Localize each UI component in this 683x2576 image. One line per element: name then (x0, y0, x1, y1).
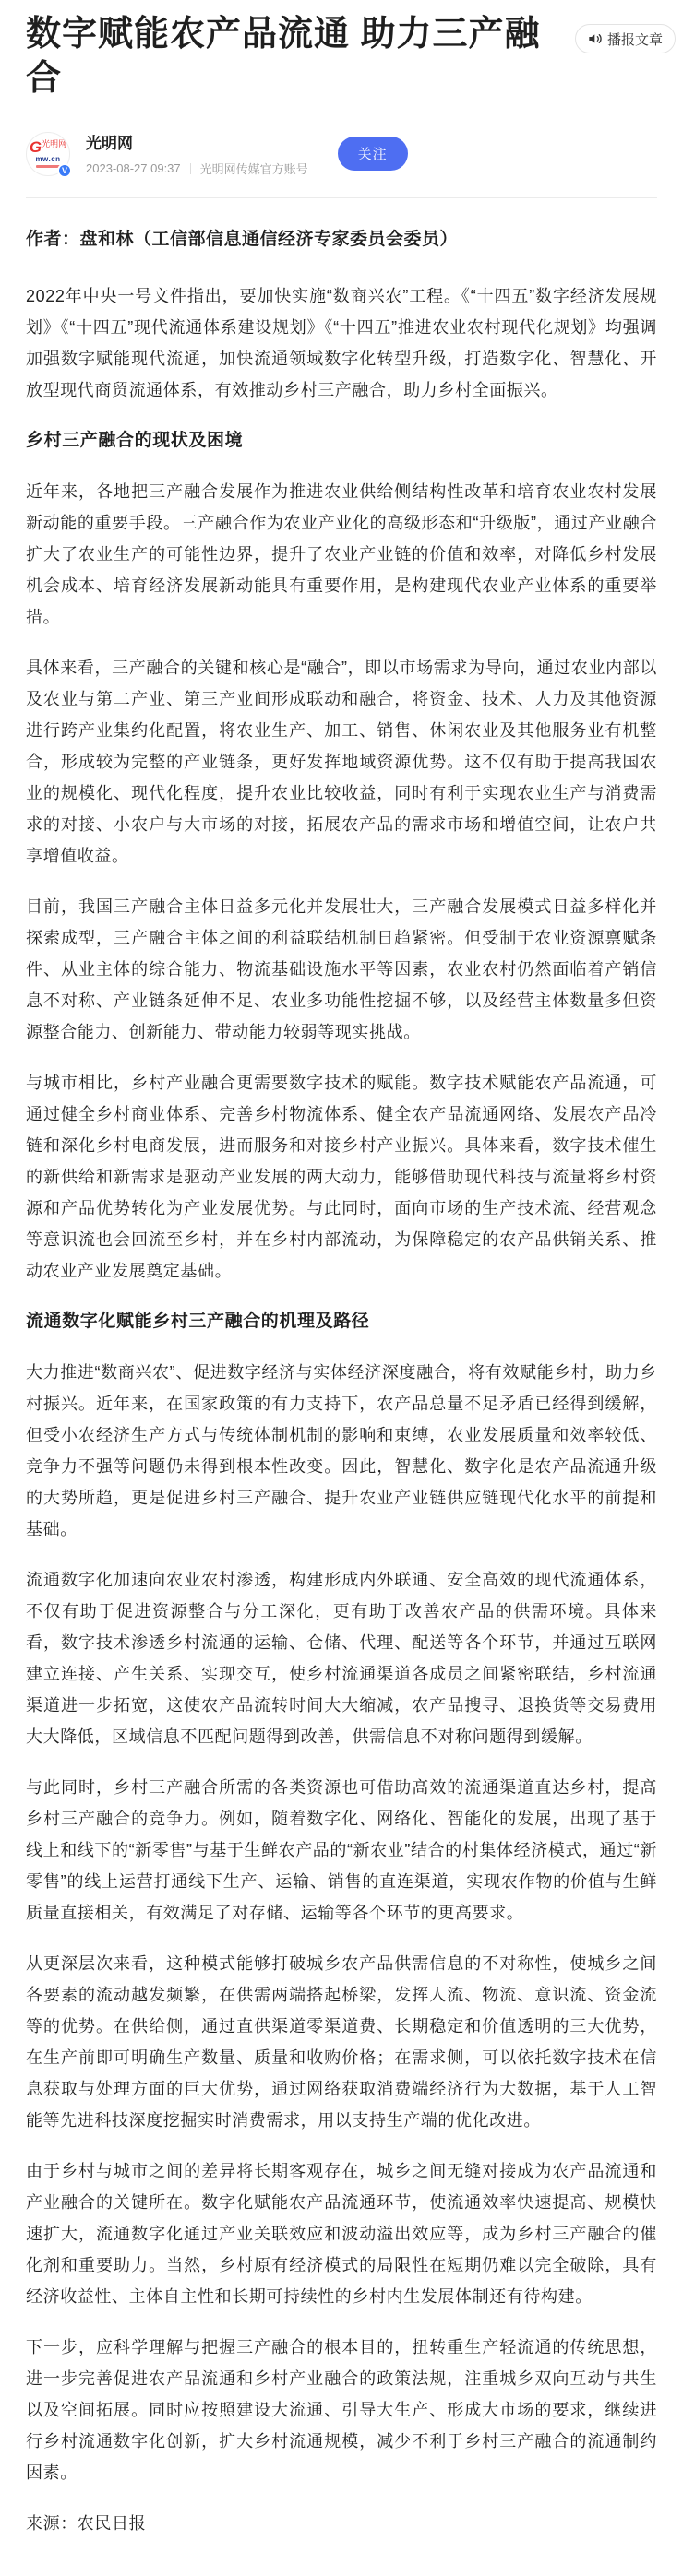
publisher-meta (86, 160, 308, 177)
article-paragraph: 目前，我国三产融合主体日益多元化并发展壮大，三产融合发展模式日益多样化并探索成型，三产融合主体之间的利益联结机制日趋紧密。但受制于农业资源禀赋条件、从业主体的综合能力、物流基础设施水平等因素，农业农村仍然面临着产销信息不对称、产业链条延伸不足、农业多功能性挖掘不够，以及经营主体数量多但资源整合能力、创新能力、带动能力较弱等现实挑战。 (26, 897, 657, 1041)
section-heading: 乡村三产融合的现状及困境 (26, 431, 244, 450)
author-line: 作者：盘和林（工信部信息通信经济专家委员会委员） (26, 230, 459, 249)
guangming-logo-icon: G 光明网 mw.cn (26, 132, 70, 176)
source-line: 来源：农民日报 (26, 2514, 147, 2533)
publisher-info (86, 130, 308, 177)
verified-badge-icon: V (57, 163, 72, 178)
publisher-avatar[interactable] (26, 132, 70, 176)
title-row (26, 13, 663, 101)
section-heading: 流通数字化赋能乡村三产融合的机理及路径 (26, 1312, 370, 1331)
article-paragraph: 近年来，各地把三产融合发展作为推进农业供给侧结构性改革和培育农业农村发展新动能的重要手段。三产融合作为农业产业化的高级形态和“升级版”，通过产业融合扩大了农业生产的可能性边界，提升了农业产业链的价值和效率，对降低乡村发展机会成本、培育经济发展新动能具有重要作用，是构建现代农业产业体系的重要举措。 (26, 482, 657, 626)
header-divider (26, 197, 657, 198)
publisher-row (26, 130, 657, 177)
speaker-icon (588, 31, 603, 46)
broadcast-article-button[interactable] (575, 24, 676, 53)
article-paragraph: 大力推进“数商兴农”、促进数字经济与实体经济深度融合，将有效赋能乡村，助力乡村振兴。近年来，在国家政策的有力支持下，农产品总量不足矛盾已经得到缓解，但受小农经济生产方式与传统体制机制的影响和束缚，农业发展质量和效率较低、竞争力不强等问题仍未得到根本性改变。因此，智慧化、数字化是农产品流通升级的大势所趋，更是促进乡村三产融合、提升农业产业链供应链现代化水平的前提和基础。 (26, 1363, 657, 1538)
avatar-tagline-stripe (36, 165, 60, 168)
article-paragraph: 与此同时，乡村三产融合所需的各类资源也可借助高效的流通渠道直达乡村，提高乡村三产融合的竞争力。例如，随着数字化、网络化、智能化的发展，出现了基于线上和线下的“新零售”与基于生鲜农产品的“新农业”结合的村集体经济模式，通过“新零售”的线上运营打通线下生产、运输、销售的直连渠道，实现农作物的价值与生鲜质量直接相关，有效满足了对存储、运输等各个环节的更高要求。 (26, 1778, 657, 1922)
article-body (26, 224, 657, 2539)
publisher-name[interactable]: 光明网 (86, 135, 133, 152)
publisher-account: 光明网传媒官方账号 (199, 162, 308, 176)
publish-date: 2023-08-27 09:37 (86, 161, 181, 175)
article-paragraph: 从更深层次来看，这种模式能够打破城乡农产品供需信息的不对称性，使城乡之间各要素的流动越发频繁，在供需两端搭起桥梁，发挥人流、物流、意识流、资金流等的优势。在供给侧，通过直供渠道零渠道费、长期稳定和价值透明的三大优势，在生产前即可明确生产数量、质量和收购价格；在需求侧，可以依托数字技术在信息获取与处理方面的巨大优势，通过网络获取消费端经济行为大数据，基于人工智能等先进科技深度挖掘实时消费需求，用以支持生产端的优化改进。 (26, 1954, 657, 2130)
article-paragraph: 下一步，应科学理解与把握三产融合的根本目的，扭转重生产轻流通的传统思想，进一步完善促进农产品流通和乡村产业融合的政策法规，注重城乡双向互动与共生以及空间拓展。同时应按照建设大流通、引导大生产、形成大市场的要求，继续进行乡村流通数字化创新，扩大乡村流通规模，减少不利于乡村三产融合的流通制约因素。 (26, 2338, 657, 2482)
follow-button[interactable]: 关注 (338, 137, 408, 171)
article-paragraph: 与城市相比，乡村产业融合更需要数字技术的赋能。数字技术赋能农产品流通，可通过健全乡村商业体系、完善乡村物流体系、健全农产品流通网络、发展农产品冷链和深化乡村电商发展，进而服务和对接乡村产业振兴。具体来看，数字技术催生的新供给和新需求是驱动产业发展的两大动力，能够借助现代科技与流量将乡村资源和产品优势转化为产业发展优势。与此同时，面向市场的生产技术流、经营观念等意识流也会回流至乡村，并在乡村内部流动，为保障稳定的农产品供销关系、推动农业产业发展奠定基础。 (26, 1074, 657, 1280)
broadcast-label: 播报文章 (606, 31, 663, 48)
article-paragraph: 2022年中央一号文件指出，要加快实施“数商兴农”工程。《“十四五”数字经济发展规划》《“十四五”现代流通体系建设规划》《“十四五”推进农业农村现代化规划》均强调加强数字赋能现代流通，加快流通领域数字化转型升级，打造数字化、智慧化、开放型现代商贸流通体系，有效推动乡村三产融合，助力乡村全面振兴。 (26, 287, 657, 399)
meta-separator (190, 163, 191, 174)
article-paragraph: 具体来看，三产融合的关键和核心是“融合”，即以市场需求为导向，通过农业内部以及农业与第二产业、第三产业间形成联动和融合，将资金、技术、人力及其他资源进行跨产业集约化配置，将农业生产、加工、销售、休闲农业及其他服务业有机整合，形成较为完整的产业链条，更好发挥地域资源优势。这不仅有助于提高我国农业的规模化、现代化程度，提升农业比较收益，同时有利于实现农业生产与消费需求的对接、小农户与大市场的对接，拓展农产品的需求市场和增值空间，让农户共享增值收益。 (26, 659, 657, 865)
page-title: 数字赋能农产品流通 助力三产融合 (26, 15, 541, 98)
article-paragraph: 流通数字化加速向农业农村渗透，构建形成内外联通、安全高效的现代流通体系，不仅有助于促进资源整合与分工深化，更有助于改善农产品的供需环境。具体来看，数字技术渗透乡村流通的运输、仓储、代理、配送等各个环节，并通过互联网建立连接、产生关系、实现交互，使乡村流通渠道各成员之间紧密联结，乡村流通渠道进一步拓宽，这使农产品流转时间大大缩减，农产品搜寻、退换货等交易费用大大降低，区域信息不匹配问题得到改善，供需信息不对称问题得到缓解。 (26, 1571, 657, 1746)
article-paragraph: 由于乡村与城市之间的差异将长期客观存在，城乡之间无缝对接成为农产品流通和产业融合的关键所在。数字化赋能农产品流通环节，使流通效率快速提高、规模快速扩大，流通数字化通过产业关联效应和波动溢出效应等，成为乡村三产融合的催化剂和重要助力。当然，乡村原有经济模式的局限性在短期仍难以完全破除，具有经济收益性、主体自主性和长期可持续性的乡村内生发展体制还有待构建。 (26, 2162, 657, 2306)
